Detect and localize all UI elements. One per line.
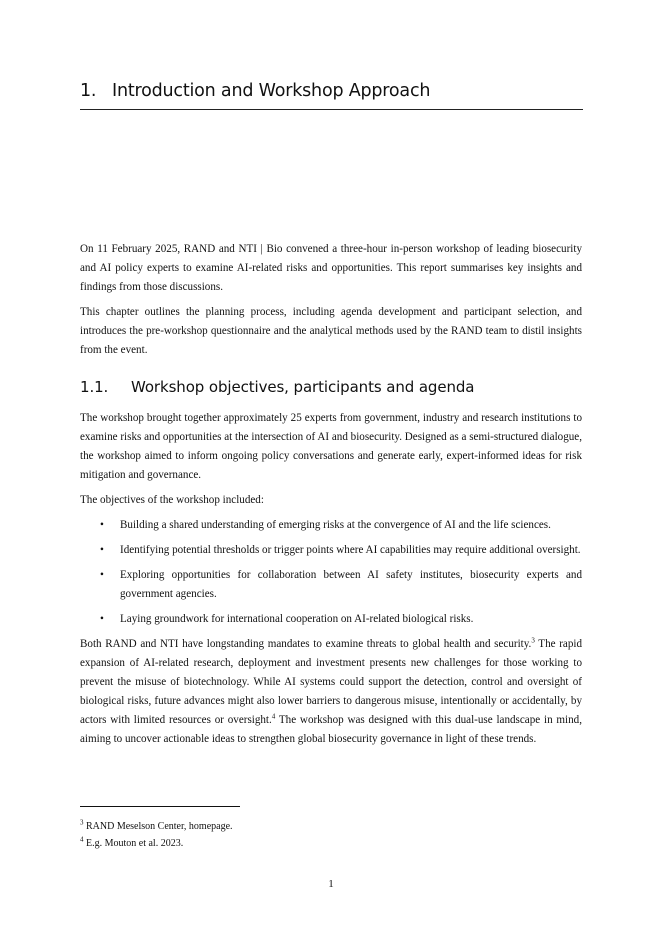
chapter-number: 1.	[80, 81, 97, 101]
section-paragraph-3	[80, 635, 582, 749]
footnote-ref-4[interactable]: 4	[271, 712, 276, 721]
list-item	[80, 566, 582, 604]
paragraph-text: Both RAND and NTI have longstanding mandates to examine threats to global health and security.	[80, 638, 532, 650]
list-item	[80, 516, 582, 535]
footnote-text: E.g. Mouton et al. 2023.	[83, 838, 184, 849]
list-item-text: Laying groundwork for international cooperation on AI-related biological risks.	[120, 613, 474, 625]
list-item-text: Exploring opportunities for collaboration between AI safety institutes, biosecurity experts and government agencies.	[120, 569, 582, 600]
intro-paragraph-1: On 11 February 2025, RAND and NTI | Bio convened a three-hour in-person workshop of leading biosecurity and AI policy experts to examine AI-related risks and opportunities. This report summarises key insights and findings from those discussions.	[80, 243, 582, 293]
bullet-icon: •	[100, 519, 104, 531]
footnote-text: RAND Meselson Center, homepage.	[83, 821, 233, 832]
intro-paragraph-2: This chapter outlines the planning process, including agenda development and participant selection, and introduces the pre-workshop questionnaire and the analytical methods used by the RAND team to distil insights from the event.	[80, 306, 582, 356]
footnote-ref-3[interactable]: 3	[531, 636, 535, 645]
list-item-text: Building a shared understanding of emerging risks at the convergence of AI and the life sciences.	[120, 519, 551, 531]
footnote-mark: 4	[80, 835, 84, 844]
list-item-text: Identifying potential thresholds or trigger points where AI capabilities may require additional oversight.	[120, 544, 581, 556]
section-heading	[80, 376, 474, 398]
chapter-heading	[80, 79, 582, 103]
paragraph-text: The workshop was designed with this dual-use landscape in mind, aiming to uncover actionable ideas to strengthen global biosecurity governance in light of these trends.	[80, 714, 582, 745]
objectives-list	[80, 516, 582, 629]
footnote-rule	[80, 806, 240, 807]
bullet-icon: •	[100, 544, 104, 556]
list-item	[80, 541, 582, 560]
section-number: 1.1.	[80, 378, 109, 396]
section-title: Workshop objectives, participants and agenda	[131, 378, 475, 396]
heading-rule	[80, 109, 583, 110]
section-paragraph-2: The objectives of the workshop included:	[80, 494, 264, 506]
section-text	[80, 409, 582, 755]
page-number: 1	[328, 878, 334, 890]
bullet-icon: •	[100, 569, 104, 581]
bullet-icon: •	[100, 613, 104, 625]
footnote	[80, 818, 233, 835]
footnote	[80, 835, 233, 852]
intro-text	[80, 240, 582, 366]
footnotes	[80, 818, 233, 852]
list-item	[80, 610, 582, 629]
footnote-mark: 3	[80, 818, 84, 827]
section-paragraph-1: The workshop brought together approximately 25 experts from government, industry and research institutions to examine risks and opportunities at the intersection of AI and biosecurity. Designed as a semi-structured dialogue, the workshop aimed to inform ongoing policy conversations and generate early, expert-informed ideas for risk mitigation and governance.	[80, 412, 582, 481]
chapter-title: Introduction and Workshop Approach	[112, 81, 431, 101]
paragraph-text: The rapid expansion of AI-related research, deployment and investment presents new challenges for those working to prevent the misuse of biotechnology. While AI systems could support the detection, control and oversight of biological risks, future advances might also lower barriers to dangerous misuse, intentionally or accidentally, by actors with limited resources or oversight.	[80, 638, 583, 726]
